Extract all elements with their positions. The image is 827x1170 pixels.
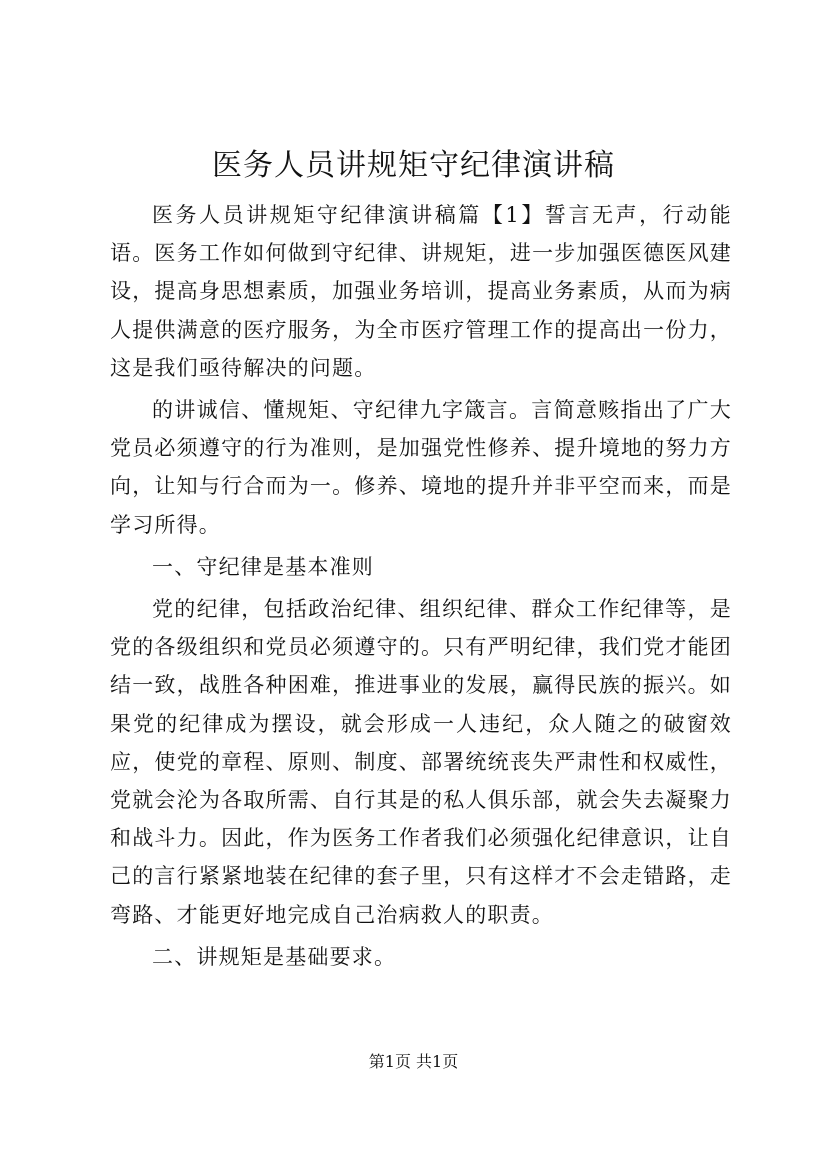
section-heading-rules: 二、讲规矩是基础要求。	[152, 944, 397, 969]
document-body	[110, 196, 732, 976]
paragraph-intro: 医务人员讲规矩守纪律演讲稿篇【1】誓言无声，行动能语。医务工作如何做到守纪律、讲规矩，进一步加强医德医风建设，提高身思想素质，加强业务培训，提高业务素质，从而为病人提供满意的医疗服务，为全市医疗管理工作的提高出一份力，这是我们亟待解决的问题。	[110, 203, 732, 380]
paragraph-principles: 的讲诚信、懂规矩、守纪律九字箴言。言简意赅指出了广大党员必须遵守的行为准则，是加强党性修养、提升境地的努力方向，让知与行合而为一。修养、境地的提升并非平空而来，而是学习所得。	[110, 398, 732, 537]
document-title: 医务人员讲规矩守纪律演讲稿	[212, 148, 615, 183]
page-footer: 第1页 共1页	[368, 1052, 459, 1071]
section-heading-discipline: 一、守纪律是基本准则	[152, 554, 374, 579]
paragraph-discipline: 党的纪律，包括政治纪律、组织纪律、群众工作纪律等，是党的各级组织和党员必须遵守的。只有严明纪律，我们党才能团结一致，战胜各种困难，推进事业的发展，赢得民族的振兴。如果党的纪律成为摆设，就会形成一人违纪，众人随之的破窗效应，使党的章程、原则、制度、部署统统丧失严肃性和权威性，党就会沦为各取所需、自行其是的私人俱乐部，就会失去凝聚力和战斗力。因此，作为医务工作者我们必须强化纪律意识，让自己的言行紧紧地装在纪律的套子里，只有这样才不会走错路，走弯路、才能更好地完成自己治病救人的职责。	[110, 597, 732, 927]
